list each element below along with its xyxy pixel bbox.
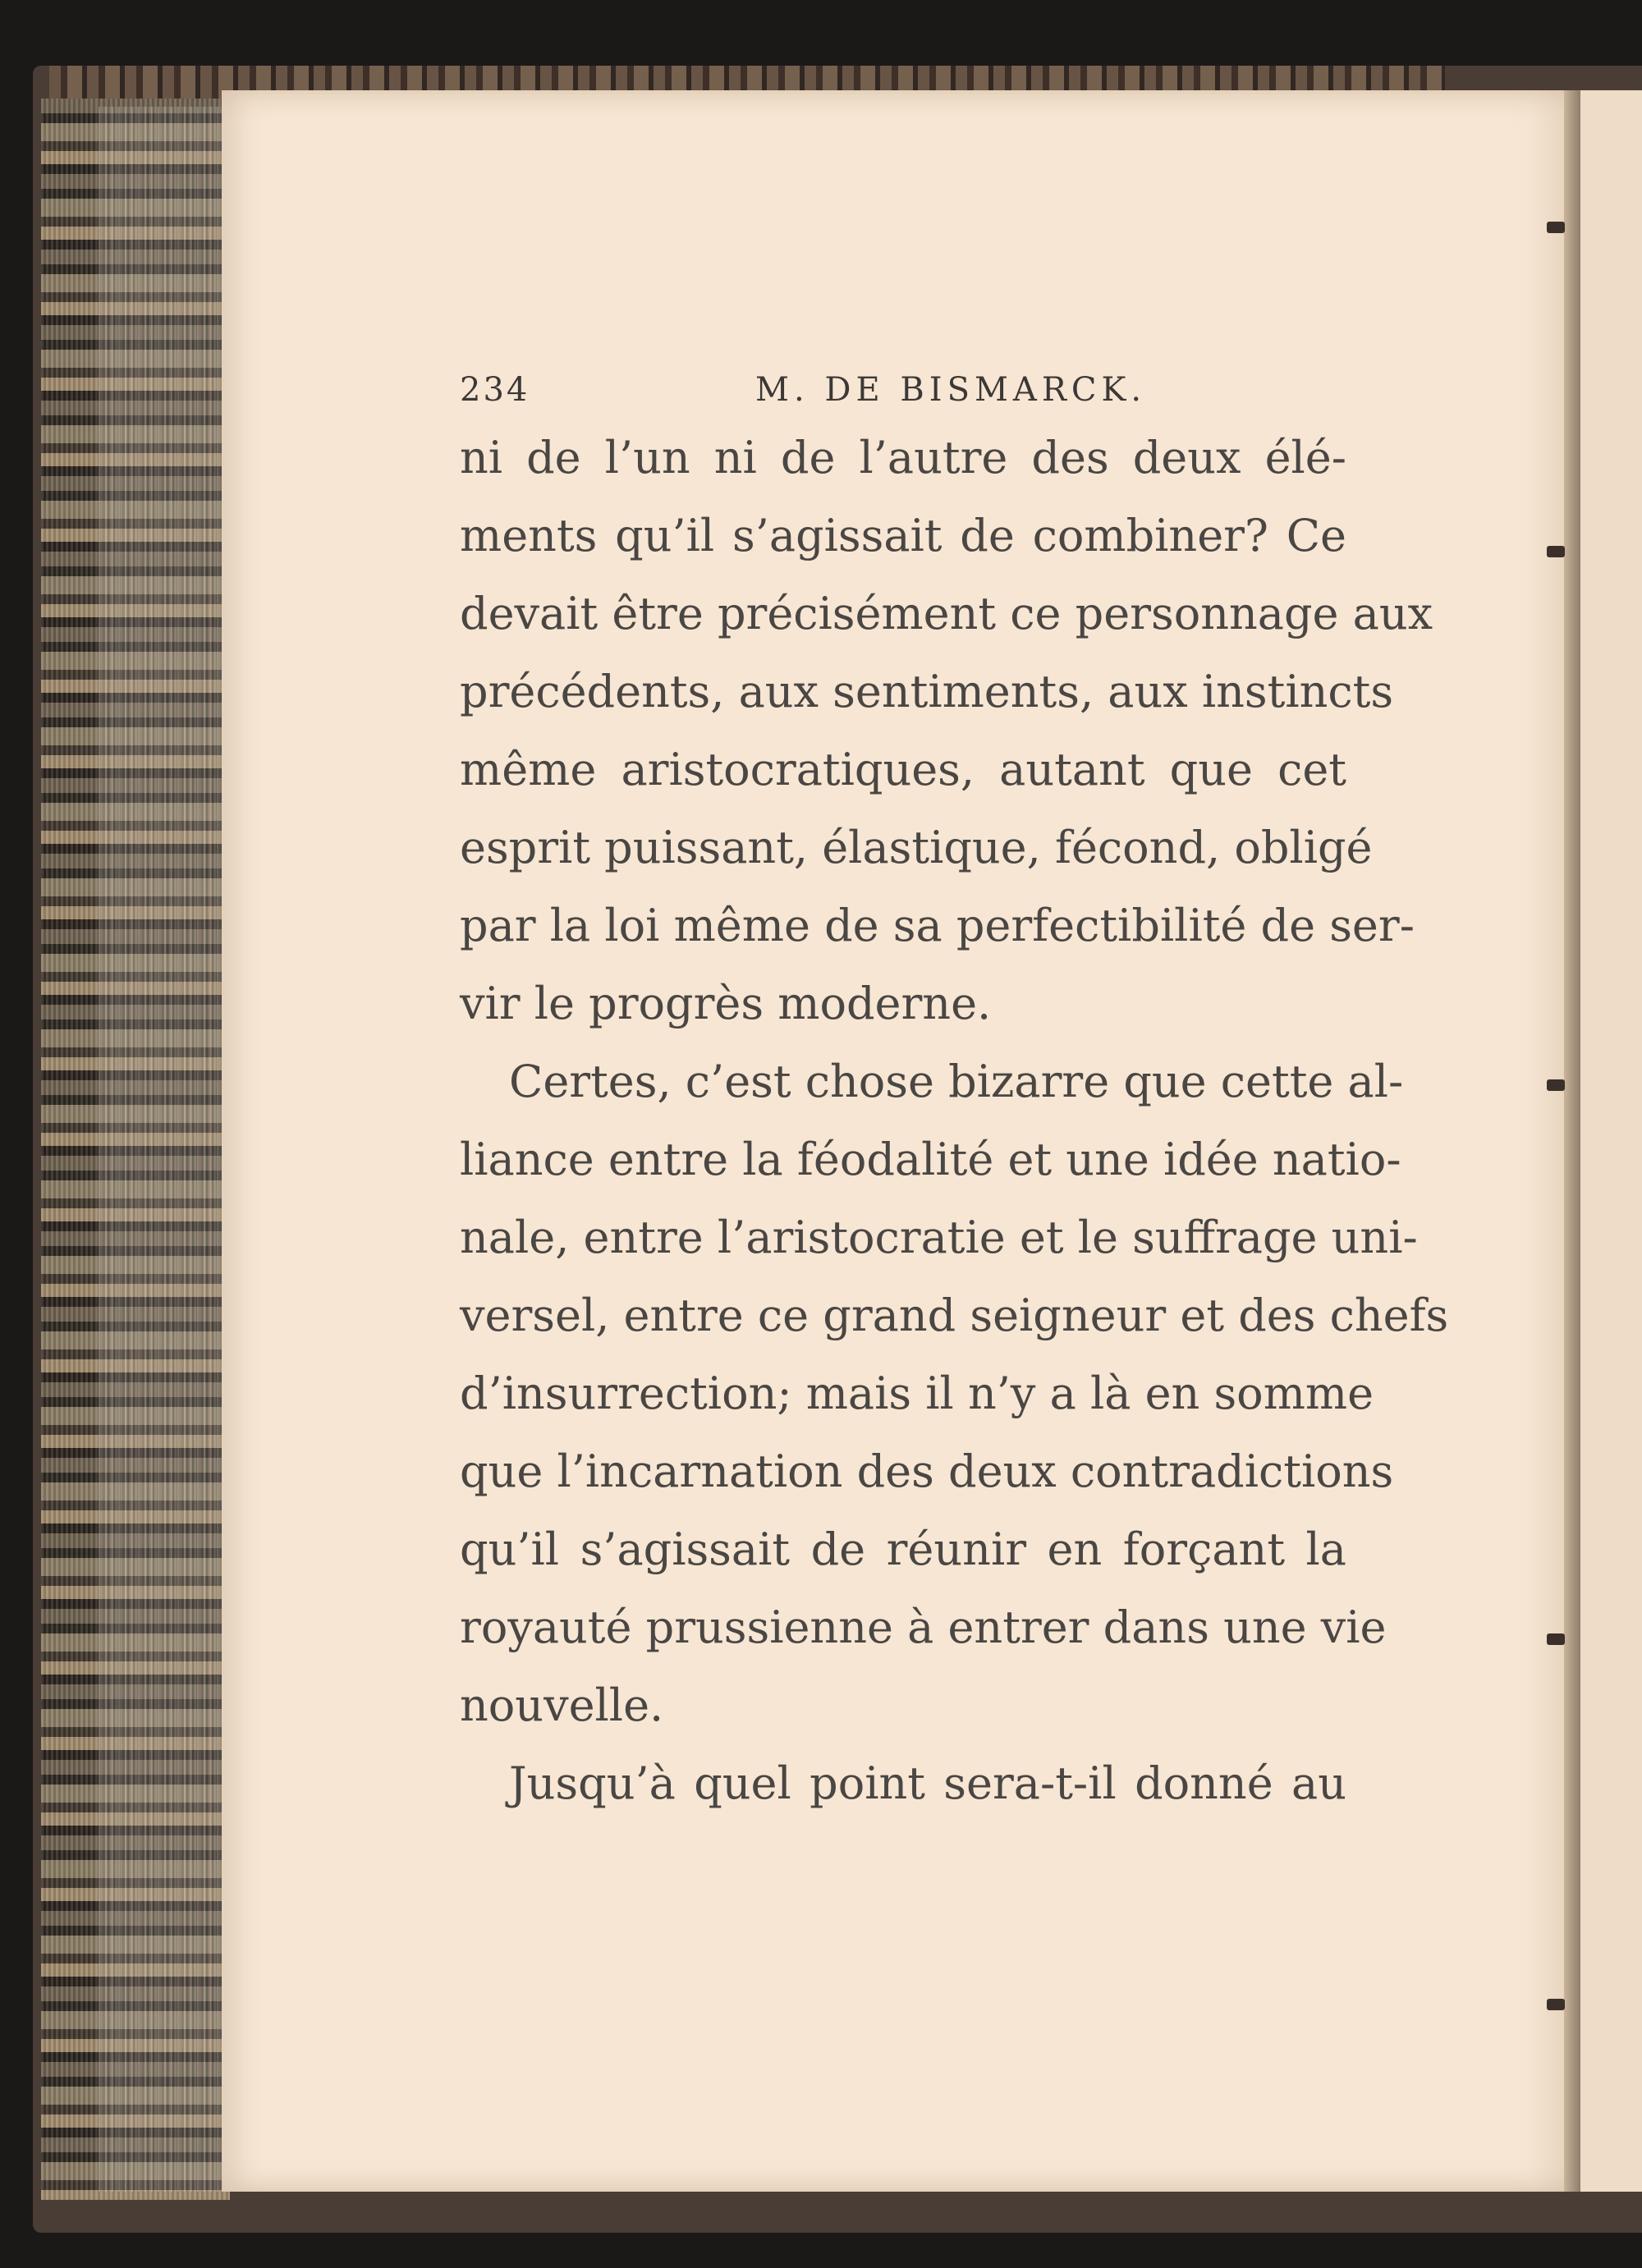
text-line: Jusqu’à quel point sera-t-il donné au — [509, 1757, 1346, 1809]
text-line: que l’incarnation des deux contradictions — [460, 1446, 1394, 1497]
text-line: précédents, aux sentiments, aux instincts — [460, 666, 1394, 717]
running-title: M. DE BISMARCK. — [755, 371, 1147, 409]
text-line: royauté prussienne à entrer dans une vie — [460, 1601, 1387, 1653]
running-header — [460, 371, 1346, 420]
text-line: devait être précisément ce personnage aux — [460, 588, 1433, 639]
binding-stitch — [1547, 1633, 1565, 1645]
binding-stitch — [1547, 1079, 1565, 1091]
text-line: qu’il s’agissait de réunir en forçant la — [460, 1523, 1346, 1575]
text-line: liance entre la féodalité et une idée natio- — [460, 1134, 1401, 1185]
binding-stitch — [1547, 546, 1565, 557]
page-number: 234 — [460, 371, 530, 409]
text-line: Certes, c’est chose bizarre que cette al- — [509, 1056, 1404, 1107]
text-line: d’insurrection; mais il n’y a là en somme — [460, 1368, 1374, 1419]
text-line: par la loi même de sa perfectibilité de ser- — [460, 900, 1415, 951]
text-line: vir le progrès moderne. — [460, 978, 992, 1029]
page-gutter — [1564, 90, 1580, 2192]
binding-stitch — [1547, 1999, 1565, 2010]
text-line: esprit puissant, élastique, fécond, obligé — [460, 822, 1373, 873]
text-line: nale, entre l’aristocratie et le suffrage uni- — [460, 1212, 1418, 1263]
text-line: versel, entre ce grand seigneur et des chefs — [460, 1290, 1449, 1341]
binding-stitch — [1547, 222, 1565, 233]
text-line: nouvelle. — [460, 1679, 664, 1731]
facing-page-edge — [1580, 90, 1642, 2192]
text-line: ni de l’un ni de l’autre des deux élé- — [460, 432, 1346, 483]
text-line: ments qu’il s’agissait de combiner? Ce — [460, 510, 1346, 561]
page-text — [460, 419, 1449, 1822]
page-edges-sheen — [99, 107, 222, 2192]
text-line: même aristocratiques, autant que cet — [460, 744, 1346, 795]
